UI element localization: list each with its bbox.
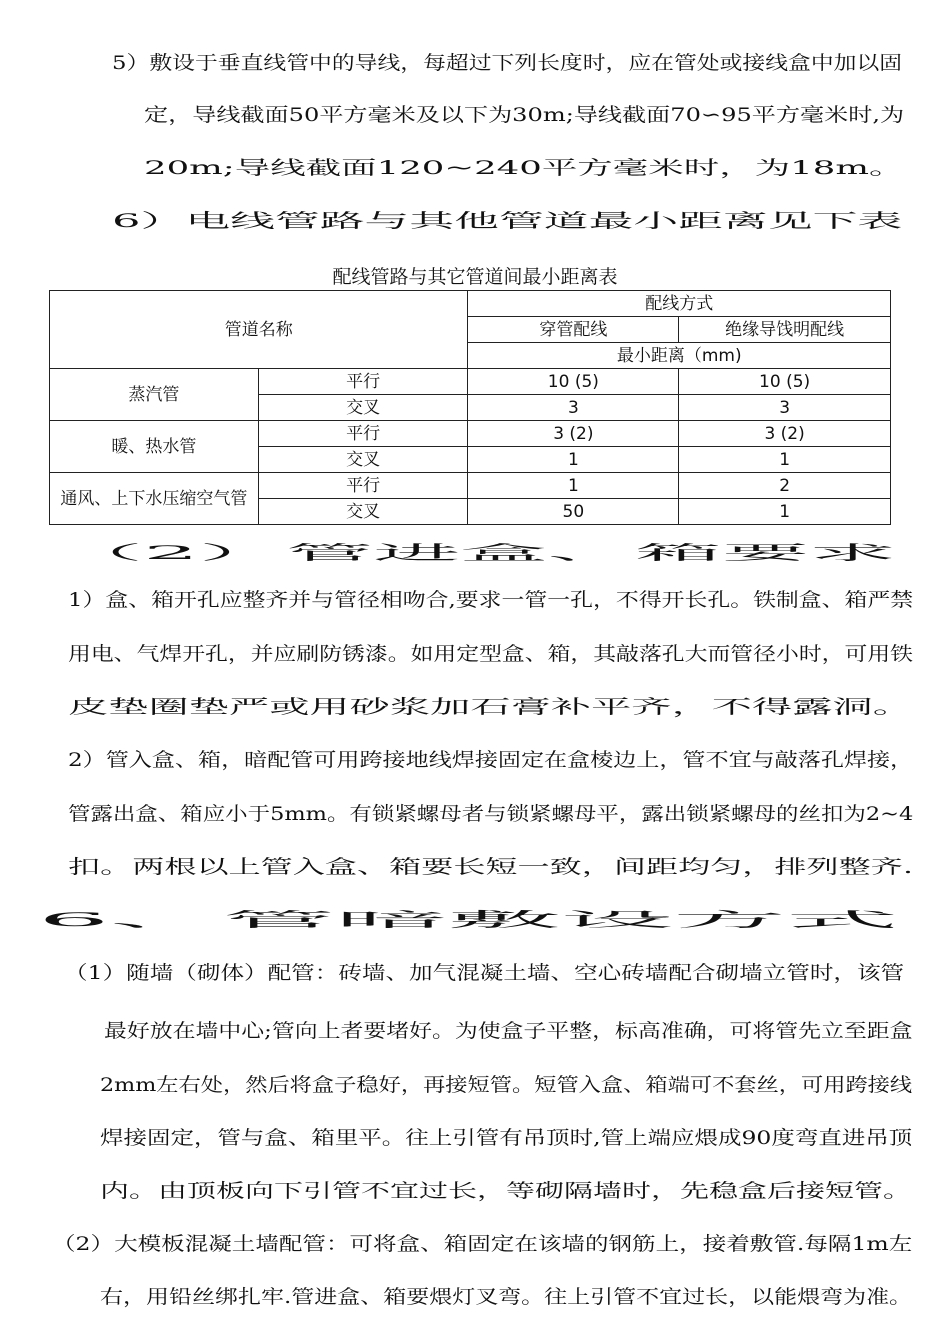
section-2-p1-line-1: 1）盒、箱开孔应整齐并与管径相吻合,要求一管一孔，不得开长孔。铁制盒、箱严禁	[68, 589, 914, 611]
section-2-heading: （2）管进盒、箱要求	[56, 542, 897, 564]
section-2-p2-line-2: 管露出盒、箱应小于5mm。有锁紧螺母者与锁紧螺母平，露出锁紧螺母的丝扣为2~4	[68, 803, 914, 825]
min-distance-table	[49, 290, 891, 525]
header-unit: 最小距离（mm)	[468, 343, 891, 369]
mode-cell: 交叉	[258, 395, 468, 421]
paragraph-6: 6）电线管路与其他管道最小距离见下表	[112, 210, 903, 232]
section-2-p1-line-2: 用电、气焊开孔，并应刷防锈漆。如用定型盒、箱，其敲落孔大而管径小时，可用铁	[68, 643, 914, 665]
section-2-p1-line-3: 皮垫圈垫严或用砂浆加石膏补平齐，不得露洞。	[68, 696, 914, 718]
mode-cell: 平行	[258, 369, 468, 395]
section-6-s2-line-2: 右，用铅丝绑扎牢.管进盒、箱要煨灯叉弯。往上引管不宜过长，以能煨弯为准。	[100, 1286, 913, 1308]
header-col-open-wiring: 绝缘导饯明配线	[679, 317, 891, 343]
mode-cell: 交叉	[258, 447, 468, 473]
pipe-name-cell: 暖、热水管	[50, 421, 259, 473]
mode-cell: 交叉	[258, 499, 468, 525]
header-method: 配线方式	[468, 291, 891, 317]
table-row	[50, 473, 891, 499]
table-caption: 配线管路与其它管道间最小距离表	[332, 266, 618, 288]
section-6-s1-line-5: 内。由顶板向下引管不宜过长，等砌隔墙时，先稳盒后接短管。	[100, 1180, 913, 1202]
section-6-heading: 6、管暗敷设方式	[38, 909, 899, 931]
section-6-s1-line-2: 最好放在墙中心;管向上者要堵好。为使盒子平整，标高准确，可将管先立至距盒	[104, 1020, 913, 1042]
value-cell: 10 (5)	[468, 369, 679, 395]
paragraph-5-line-1: 5）敷设于垂直线管中的导线，每超过下列长度时，应在管处或接线盒中加以固	[112, 52, 903, 74]
table-row	[50, 369, 891, 395]
value-cell: 1	[468, 447, 679, 473]
value-cell: 3 (2)	[468, 421, 679, 447]
paragraph-5-line-2: 定，导线截面50平方毫米及以下为30m;导线截面70∽95平方毫米时,为	[144, 104, 905, 126]
section-6-s1-line-1: （1）随墙（砌体）配管：砖墙、加气混凝土墙、空心砖墙配合砌墙立管时，该管	[64, 962, 905, 984]
value-cell: 1	[679, 499, 891, 525]
value-cell: 2	[679, 473, 891, 499]
pipe-name-cell: 蒸汽管	[50, 369, 259, 421]
value-cell: 1	[468, 473, 679, 499]
pipe-name-cell: 通风、上下水压缩空气管	[50, 473, 259, 525]
section-6-s2-line-1: （2）大模板混凝土墙配管：可将盒、箱固定在该墙的钢筋上，接着敷管.每隔1m左	[52, 1233, 913, 1255]
value-cell: 50	[468, 499, 679, 525]
section-6-s1-line-3: 2mm左右处，然后将盒子稳好，再接短管。短管入盒、箱端可不套丝，可用跨接线	[100, 1074, 913, 1096]
mode-cell: 平行	[258, 473, 468, 499]
section-2-p2-line-3: 扣。两根以上管入盒、箱要长短一致，间距均匀，排列整齐.	[68, 856, 914, 878]
header-pipe-name: 管道名称	[50, 291, 468, 369]
paragraph-5-line-3: 20m;导线截面120~240平方毫米时，为18m。	[144, 157, 905, 179]
section-2-p2-line-1: 2）管入盒、箱，暗配管可用跨接地线焊接固定在盒棱边上，管不宜与敲落孔焊接，	[68, 749, 914, 771]
value-cell: 3	[679, 395, 891, 421]
table-header-row	[50, 291, 891, 317]
value-cell: 1	[679, 447, 891, 473]
value-cell: 3 (2)	[679, 421, 891, 447]
mode-cell: 平行	[258, 421, 468, 447]
value-cell: 10 (5)	[679, 369, 891, 395]
header-col-conduit: 穿管配线	[468, 317, 679, 343]
value-cell: 3	[468, 395, 679, 421]
section-6-s1-line-4: 焊接固定，管与盒、箱里平。往上引管有吊顶时,管上端应煨成90度弯直进吊顶	[100, 1127, 913, 1149]
table-row	[50, 421, 891, 447]
